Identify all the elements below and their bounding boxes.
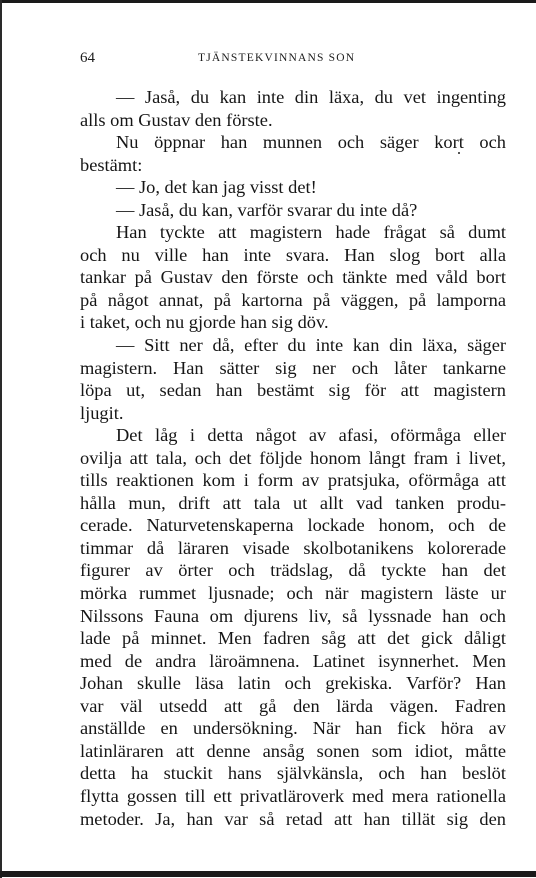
text-line: magistern. Han sätter sig ner och låter tankarne (80, 357, 506, 378)
text-line: ljugit. (80, 402, 124, 423)
text-line: tankar på Gustav den förste och tänkte med våld bort (80, 267, 506, 288)
text-line: med de andra läroämnena. Latinet isynnerhet. Men (80, 650, 506, 671)
running-head: TJÄNSTEKVINNANS SON (198, 52, 356, 64)
text-line: var väl utsedd att gå den lärda vägen. Fadren (80, 695, 506, 716)
text-line: tills reaktionen kom i form av pratsjuka, oförmåga att (80, 470, 506, 491)
text-line: Nilssons Fauna om djurens liv, så lyssnade han och (80, 605, 506, 626)
text-line: figurer av örter och trädslag, då tyckte han det (80, 560, 506, 581)
text-line: Det låg i detta något av afasi, oförmåga eller (116, 425, 506, 446)
text-line: löpa ut, sedan han bestämt sig för att magistern (80, 380, 506, 401)
text-line: i taket, och nu gjorde han sig döv. (80, 312, 329, 333)
text-line: alls om Gustav den förste. (80, 109, 273, 130)
left-scan-edge (0, 0, 2, 878)
text-line: mörka rummet ljusnade; och när magistern läste ur (80, 583, 506, 604)
body-text (80, 86, 506, 830)
text-line: lade på minnet. Men fadren såg att det gick dåligt (80, 628, 506, 649)
text-line: Johan skulle läsa latin och grekiska. Varför? Han (80, 673, 506, 694)
text-line: — Jaså, du kan, varför svarar du inte då? (116, 199, 418, 220)
text-line: ovilja att tala, och det följde honom långt fram i livet, (80, 447, 506, 468)
text-line: cerade. Naturvetenskaperna lockade honom, och de (80, 515, 506, 536)
text-line: detta ha stuckit hans självkänsla, och han beslöt (80, 763, 506, 784)
text-line: — Sitt ner då, efter du inte kan din läxa, säger (116, 335, 506, 356)
text-line: flytta gossen till ett privatläroverk med mera rationella (80, 785, 506, 806)
text-line: — Jaså, du kan inte din läxa, du vet ingenting (116, 87, 506, 107)
bottom-scan-edge (0, 871, 536, 877)
text-line: hålla mun, drift att tala ut allt vad tanken produ- (80, 492, 506, 513)
text-line: metoder. Ja, han var så retad att han tillät sig den (80, 808, 506, 829)
text-line: och nu ville han inte svara. Han slog bort alla (80, 244, 506, 265)
text-line: bestämt: (80, 154, 143, 175)
text-line: — Jo, det kan jag visst det! (116, 177, 317, 198)
text-line: på något annat, på kartorna på väggen, på lamporna (80, 289, 506, 310)
text-line: timmar då läraren visade skolbotanikens kolorerade (80, 537, 506, 558)
text-line: Nu öppnar han munnen och säger kort och (116, 132, 506, 153)
text-line: Han tyckte att magistern hade frågat så dumt (116, 222, 506, 243)
text-line: anställde en undersökning. När han fick höra av (80, 718, 506, 739)
page-header (80, 50, 506, 72)
page-number: 64 (80, 50, 95, 66)
text-line: latinläraren att denne ansåg sonen som idiot, måtte (80, 740, 506, 761)
top-scan-edge (0, 0, 536, 3)
